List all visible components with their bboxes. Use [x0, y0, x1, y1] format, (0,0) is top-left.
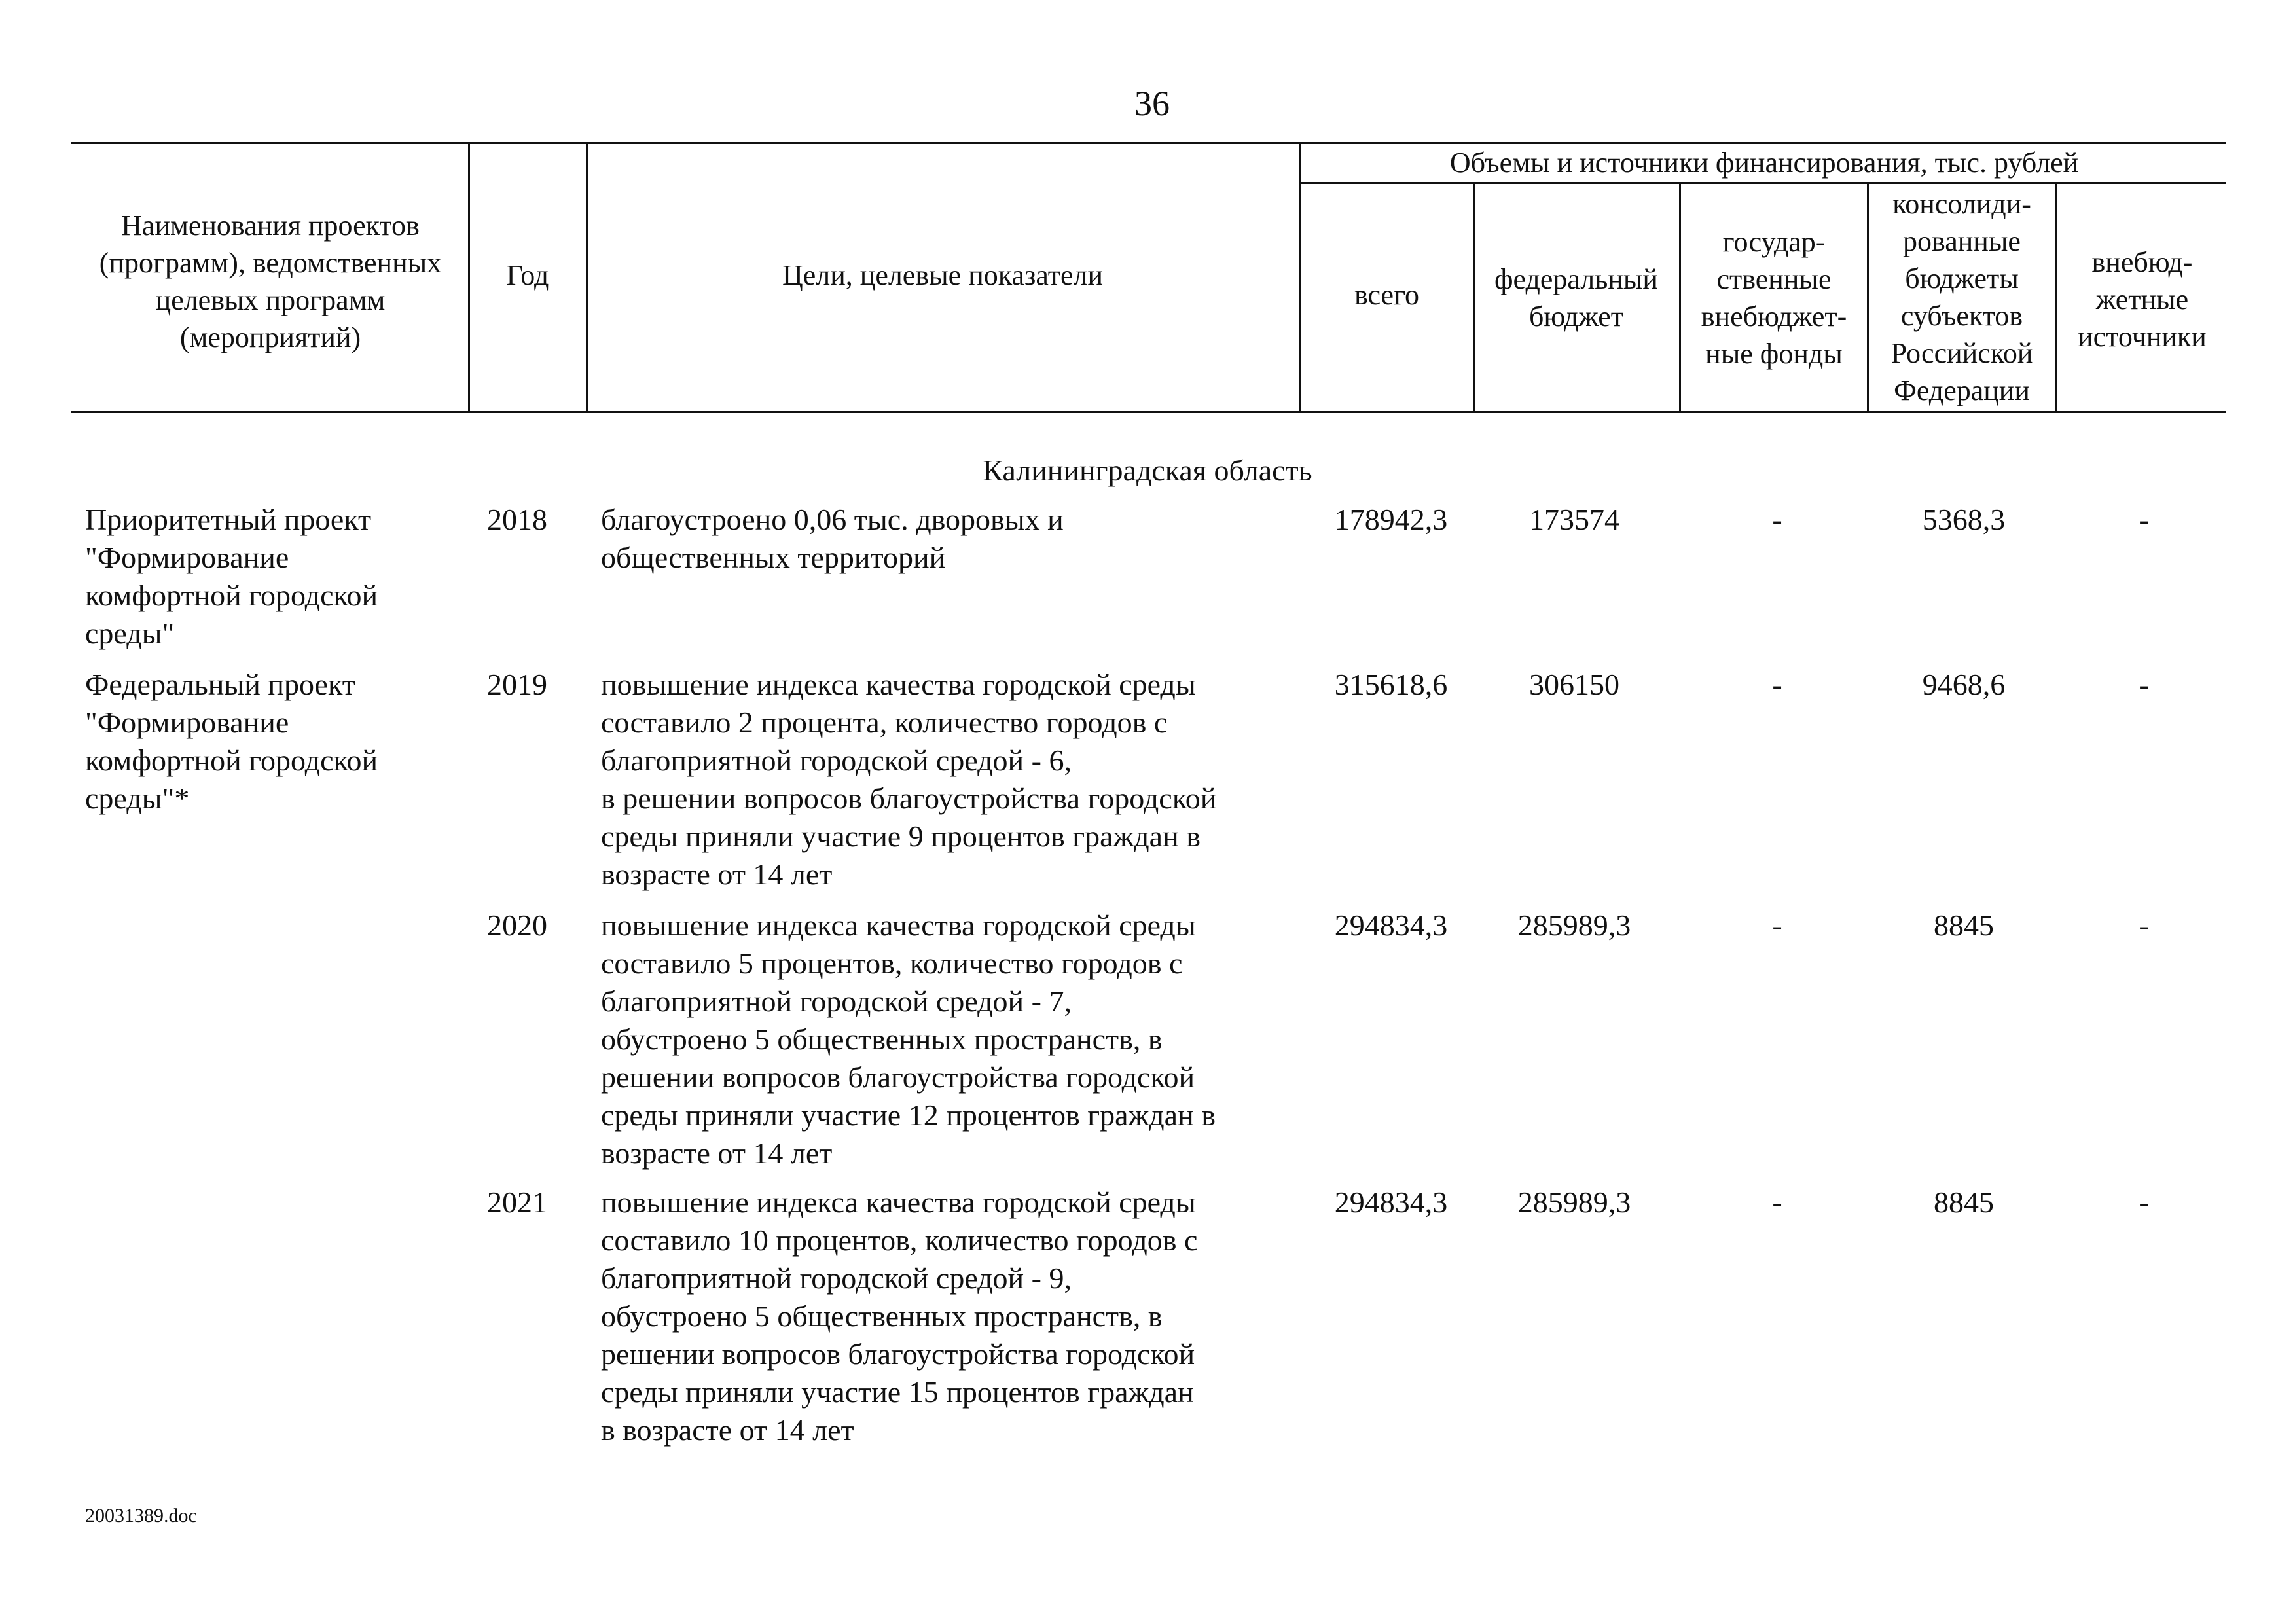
page-number: 36 [1134, 84, 1170, 123]
row-2018-extra: - [2139, 503, 2149, 536]
header-divider-3 [1299, 142, 1301, 411]
row-2021-regional: 8845 [1934, 1185, 1994, 1219]
row-2018-year: 2018 [487, 503, 547, 536]
row-2018-state-funds: - [1772, 503, 1782, 536]
row-2019-state-funds: - [1772, 668, 1782, 701]
row-2021-year: 2021 [487, 1185, 547, 1219]
header-state-funds-column [1682, 219, 1866, 376]
row-2019-goals: повышение индекса качества городской среды составило 2 процента, количество городов с благоприятной городской средой - 6, в решении вопросов благоустройства городской среды приняли участие 9 процентов граждан в возрасте от 14 лет [601, 668, 1217, 891]
header-goals-column [589, 255, 1296, 295]
row-2021-state-funds: - [1772, 1185, 1782, 1219]
funding-group-rule [1299, 182, 2226, 184]
header-federal-text: федеральный бюджет [1494, 263, 1658, 333]
row-2018-regional: 5368,3 [1922, 503, 2006, 536]
header-divider-5 [1679, 182, 1681, 411]
header-divider-4 [1473, 182, 1475, 411]
row-2020-federal: 285989,3 [1517, 909, 1631, 942]
header-extra-text: внебюд-жетные источники [2078, 246, 2207, 353]
row-2019-total: 315618,6 [1334, 668, 1448, 701]
header-state-funds-text: государ-ственные внебюджет-ные фонды [1701, 226, 1847, 370]
row-2018-total: 178942,3 [1334, 503, 1448, 536]
row-2019-year: 2019 [487, 668, 547, 701]
header-bottom-rule [71, 411, 2226, 413]
row-2018-name: Приоритетный проект "Формирование комфортной городской среды" [85, 503, 378, 650]
header-federal-column [1476, 259, 1676, 337]
row-2020-extra: - [2139, 909, 2149, 942]
header-divider-1 [468, 142, 470, 411]
row-2021-extra: - [2139, 1185, 2149, 1219]
row-2020-total: 294834,3 [1334, 909, 1448, 942]
header-divider-6 [1867, 182, 1869, 411]
row-2020-year: 2020 [487, 909, 547, 942]
header-year-column [471, 255, 584, 295]
header-year-text: Год [506, 259, 549, 291]
header-funding-group [1303, 144, 2226, 181]
row-2020-state-funds: - [1772, 909, 1782, 942]
row-2020-regional: 8845 [1934, 909, 1994, 942]
header-regional-text: консолиди-рованные бюджеты субъектов Российской Федерации [1890, 188, 2033, 406]
row-2018-federal: 173574 [1529, 503, 1619, 536]
header-funding-group-text: Объемы и источники финансирования, тыс. рублей [1449, 146, 2079, 179]
header-total-text: всего [1354, 278, 1420, 311]
header-goals-text: Цели, целевые показатели [782, 259, 1104, 291]
row-2020-goals: повышение индекса качества городской среды составило 5 процентов, количество городов с благоприятной городской средой - 7, обустроено 5 общественных пространств, в решении вопросов благоустройства городской среды приняли участие 12 процентов граждан в возрасте от 14 лет [601, 909, 1216, 1170]
header-regional-column [1870, 185, 2053, 410]
row-2021-federal: 285989,3 [1517, 1185, 1631, 1219]
header-total-column [1303, 275, 1471, 314]
row-2019-extra: - [2139, 668, 2149, 701]
region-title: Калининградская область [983, 454, 1312, 487]
row-2019-name: Федеральный проект "Формирование комфортной городской среды"* [85, 668, 378, 815]
row-2018-goals: благоустроено 0,06 тыс. дворовых и общественных территорий [601, 503, 1064, 574]
footer-filename: 20031389.doc [85, 1505, 197, 1526]
header-divider-2 [586, 142, 588, 411]
row-2019-regional: 9468,6 [1922, 668, 2006, 701]
header-name-text: Наименования проектов (программ), ведомственных целевых программ (мероприятий) [99, 209, 442, 353]
header-name-column [77, 196, 463, 367]
header-extra-column [2059, 242, 2226, 357]
header-divider-7 [2055, 182, 2057, 411]
row-2021-total: 294834,3 [1334, 1185, 1448, 1219]
row-2019-federal: 306150 [1529, 668, 1619, 701]
row-2021-goals: повышение индекса качества городской среды составило 10 процентов, количество городов с благоприятной городской средой - 9, обустроено 5 общественных пространств, в решении вопросов благоустройства городской среды приняли участие 15 процентов граждан в возрасте от 14 лет [601, 1185, 1198, 1447]
